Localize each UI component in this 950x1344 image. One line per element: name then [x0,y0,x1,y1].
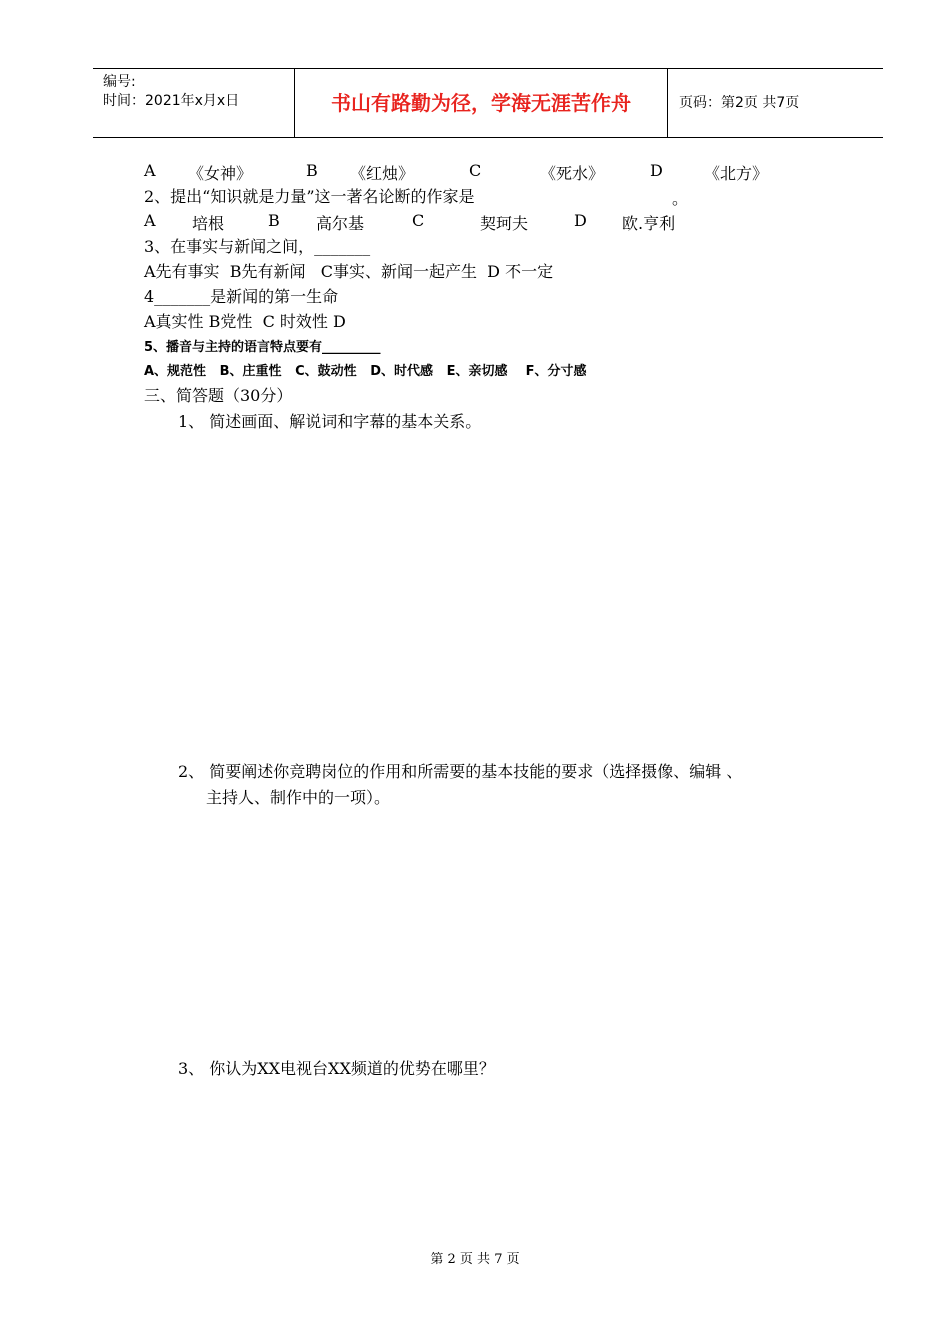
motto: 书山有路勤为径，学海无涯苦作舟 [331,91,631,115]
q2-option-b-letter: B [268,211,280,230]
q4-question: 4_______是新闻的第一生命 [144,287,339,306]
q5-options: A、规范性 B、庄重性 C、鼓动性 D、时代感 E、亲切感 F、分寸感 [144,364,587,379]
header-left-cell [103,73,239,111]
q1-option-b-letter: B [306,161,318,180]
q1-option-a-letter: A [144,161,156,180]
section3-question-1: 1、 简述画面、解说词和字幕的基本关系。 [178,412,482,431]
q2-option-b: 高尔基 [316,214,365,233]
number-label: 编号: [103,74,136,90]
q2-option-c-letter: C [412,211,425,230]
q1-option-a: 《女神》 [188,164,253,183]
page-footer: 第 2 页 共 7 页 [430,1252,520,1267]
q2-option-d: 欧.亨利 [622,214,676,233]
q2-option-a-letter: A [144,211,156,230]
section3-question-2: 2、 简要阐述你竞聘岗位的作用和所需要的基本技能的要求（选择摄像、编辑 、 [178,762,743,781]
q3-options: A先有事实 B先有新闻 C事实、新闻一起产生 D 不一定 [144,262,554,281]
section3-question-2-cont: 主持人、制作中的一项）。 [206,788,391,807]
header-table [93,68,883,138]
q2-option-c: 契珂夫 [480,214,529,233]
q2-option-a: 培根 [192,214,225,233]
section3-title: 三、简答题（30分） [144,386,293,405]
q2-question: 2、提出“知识就是力量”这一著名论断的作家是 [144,187,475,206]
page-code: 页码：第2页 共7页 [679,95,800,111]
q1-option-b: 《红烛》 [350,164,415,183]
section3-question-3: 3、 你认为XX电视台XX频道的优势在哪里？ [178,1059,495,1078]
header-divider [667,69,668,137]
q5-question: 5、播音与主持的语言特点要有_________ [144,340,381,355]
q1-option-d-letter: D [650,161,663,180]
q1-option-d: 《北方》 [704,164,769,183]
q2-end-mark: 。 [672,189,689,208]
q3-question: 3、在事实与新闻之间，_______ [144,237,371,256]
q1-option-c-letter: C [469,161,482,180]
q2-option-d-letter: D [574,211,587,230]
time-label: 时间：2021年x月x日 [103,93,240,109]
q1-option-c: 《死水》 [540,164,605,183]
q4-options: A真实性 B党性 C 时效性 D [144,312,346,331]
